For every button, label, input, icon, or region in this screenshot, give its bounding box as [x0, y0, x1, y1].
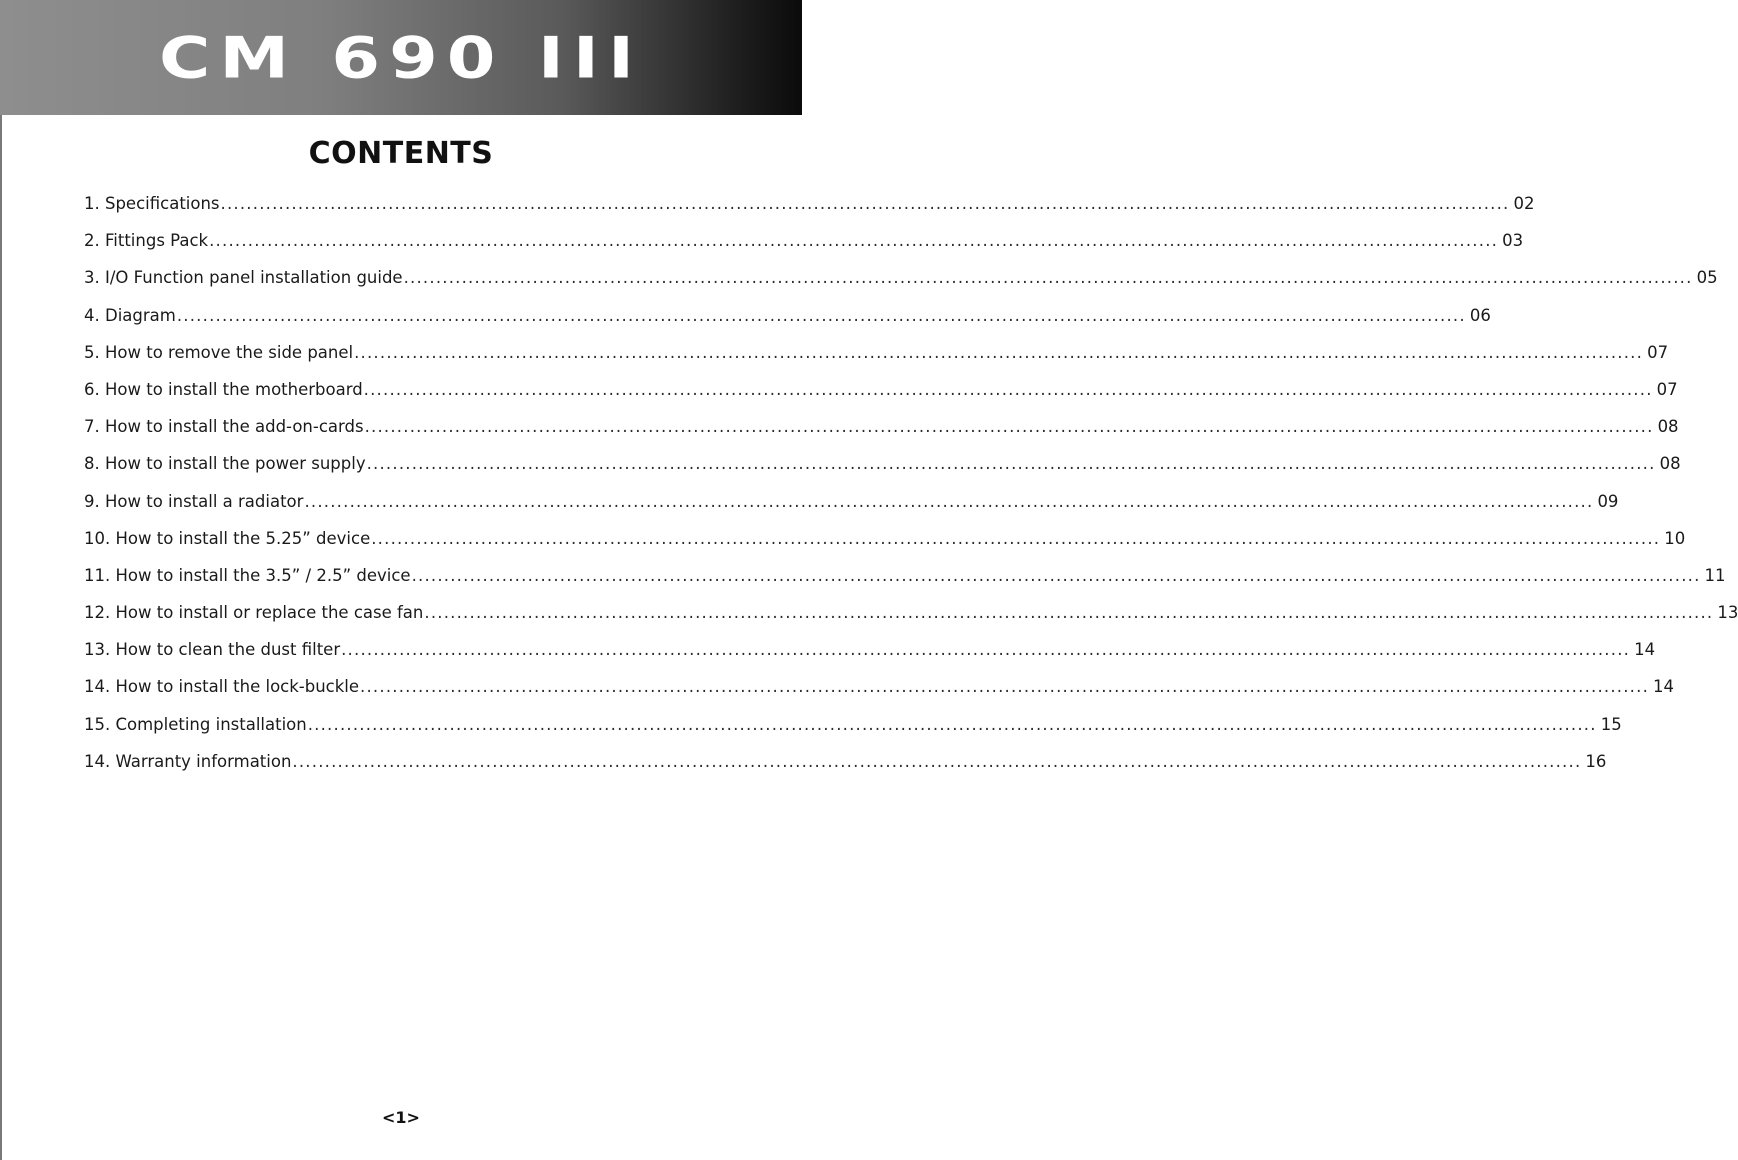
- toc-entry: [84, 528, 1686, 566]
- toc-entry-title: 8. How to install the power supply: [84, 454, 366, 474]
- toc-entry-title: 7. How to install the add-on-cards: [84, 417, 364, 437]
- contents-heading: CONTENTS: [308, 136, 494, 171]
- toc-dot-leader: ........................................................................................................................................................................................................: [292, 751, 1582, 771]
- toc-entry-title: 14. How to install the lock-buckle: [84, 677, 360, 697]
- toc-entry-page: 03: [1502, 231, 1524, 251]
- toc-entry-title: 10. How to install the 5.25” device: [84, 528, 371, 548]
- toc-entry: [84, 714, 1622, 752]
- toc-entry-title: 3. I/O Function panel installation guide: [84, 268, 403, 288]
- toc-entry-title: 13. How to clean the dust filter: [84, 640, 341, 660]
- toc-entry-title: 6. How to install the motherboard: [84, 379, 363, 399]
- toc-entry-page: 11: [1704, 565, 1726, 585]
- toc-dot-leader: ........................................................................................................................................................................................................: [360, 677, 1650, 697]
- toc-entry-page: 16: [1585, 751, 1607, 771]
- toc-entry-title: 4. Diagram: [84, 305, 176, 325]
- toc-entry: [84, 194, 1535, 231]
- toc-entry-title: 9. How to install a radiator: [84, 491, 304, 511]
- toc-dot-leader: ........................................................................................................................................................................................................: [304, 491, 1594, 511]
- left-border-rule: [0, 115, 2, 1160]
- toc-entry: [84, 379, 1678, 417]
- toc-dot-leader: ........................................................................................................................................................................................................: [424, 603, 1714, 623]
- toc-dot-leader: ........................................................................................................................................................................................................: [366, 454, 1656, 474]
- toc-entry: [84, 491, 1619, 529]
- toc-dot-leader: ........................................................................................................................................................................................................: [363, 379, 1653, 399]
- toc-entry: [84, 677, 1675, 714]
- header-banner: [0, 0, 802, 115]
- toc-entry-title: 11. How to install the 3.5” / 2.5” device: [84, 565, 411, 585]
- toc-dot-leader: ........................................................................................................................................................................................................: [341, 640, 1631, 660]
- toc-entry: [84, 231, 1524, 268]
- toc-entry-title: 5. How to remove the side panel: [84, 342, 354, 362]
- toc-entry-title: 1. Specifications: [84, 194, 220, 213]
- toc-entry-page: 15: [1600, 714, 1622, 734]
- toc-entry-page: 14: [1634, 640, 1656, 660]
- toc-dot-leader: ........................................................................................................................................................................................................: [307, 714, 1597, 734]
- toc-dot-leader: ........................................................................................................................................................................................................: [209, 231, 1499, 251]
- toc-entry-page: 02: [1513, 194, 1535, 213]
- toc-entry: [84, 417, 1679, 454]
- toc-entry: [84, 454, 1681, 491]
- toc-dot-leader: ........................................................................................................................................................................................................: [411, 565, 1701, 585]
- toc-entry-title: 12. How to install or replace the case fan: [84, 603, 424, 623]
- toc-dot-leader: ........................................................................................................................................................................................................: [403, 268, 1693, 288]
- toc-dot-leader: ........................................................................................................................................................................................................: [354, 342, 1644, 362]
- toc-entry-page: 13: [1717, 603, 1738, 623]
- toc-entry: [84, 603, 1738, 640]
- toc-dot-leader: ........................................................................................................................................................................................................: [176, 305, 1466, 325]
- toc-entry: [84, 751, 1607, 789]
- toc-entry: [84, 565, 1726, 603]
- toc-entry: [84, 342, 1669, 380]
- table-of-contents: [84, 194, 1738, 789]
- toc-entry-page: 08: [1657, 417, 1679, 437]
- toc-entry-page: 06: [1469, 305, 1491, 325]
- toc-entry-title: 15. Completing installation: [84, 714, 307, 734]
- toc-entry-page: 14: [1653, 677, 1675, 697]
- toc-entry-page: 07: [1656, 379, 1678, 399]
- toc-entry-page: 07: [1647, 342, 1669, 362]
- toc-entry: [84, 305, 1491, 343]
- toc-entry: [84, 640, 1656, 677]
- toc-entry-title: 14. Warranty information: [84, 751, 292, 771]
- toc-entry: [84, 268, 1718, 305]
- toc-dot-leader: ........................................................................................................................................................................................................: [371, 528, 1661, 548]
- toc-dot-leader: ........................................................................................................................................................................................................: [220, 194, 1510, 213]
- toc-entry-title: 2. Fittings Pack: [84, 231, 209, 251]
- toc-dot-leader: ........................................................................................................................................................................................................: [364, 417, 1654, 437]
- page-number: <1>: [382, 1108, 420, 1127]
- toc-entry-page: 05: [1696, 268, 1718, 288]
- toc-entry-page: 09: [1597, 491, 1619, 511]
- product-title: CM 690 III: [158, 24, 644, 92]
- toc-entry-page: 10: [1664, 528, 1686, 548]
- toc-entry-page: 08: [1659, 454, 1681, 474]
